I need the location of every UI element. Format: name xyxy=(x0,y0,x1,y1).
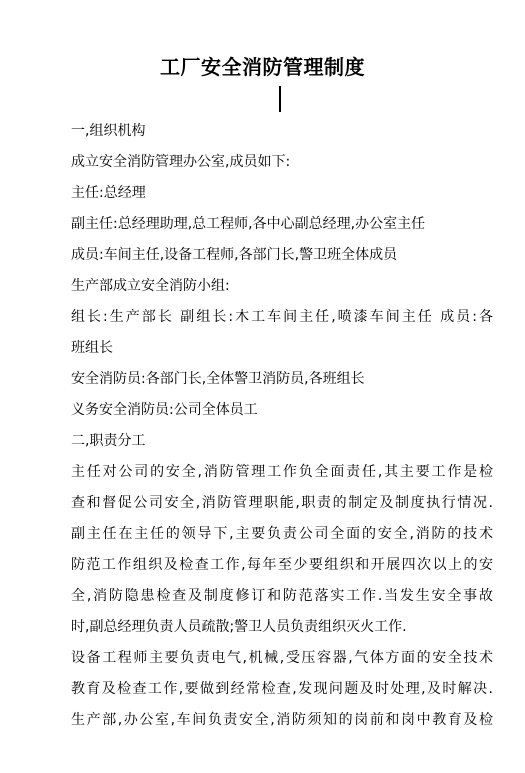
paragraph-line: 组长:生产部长 副组长:木工车间主任,喷漆车间主任 成员:各 xyxy=(71,309,493,325)
paragraph-line: 成员:车间主任,设备工程师,各部门长,警卫班全体成员 xyxy=(71,247,398,263)
paragraph-line: 防范工作组织及检查工作,每年至少要组织和开展四次以上的安 xyxy=(71,557,493,573)
paragraph-line: 安全消防员:各部门长,全体警卫消防员,各班组长 xyxy=(71,371,365,387)
paragraph-line: 副主任在主任的领导下,主要负责公司全面的安全,消防的技术 xyxy=(71,526,493,542)
paragraph-line: 生产部,办公室,车间负责安全,消防须知的岗前和岗中教育及检 xyxy=(71,712,493,728)
document-title: 工厂安全消防管理制度 xyxy=(160,55,365,79)
paragraph-line: 义务安全消防员:公司全体员工 xyxy=(71,402,258,418)
paragraph-line: 副主任:总经理助理,总工程师,各中心副总经理,办公室主任 xyxy=(71,216,426,232)
document-body xyxy=(71,116,493,736)
paragraph-line: 查和督促公司安全,消防管理职能,职责的制定及制度执行情况. xyxy=(71,495,493,511)
section-heading-organization: 一,组织机构 xyxy=(71,123,146,139)
paragraph-line: 设备工程师主要负责电气,机械,受压容器,气体方面的安全技术 xyxy=(71,650,493,666)
section-heading-responsibilities: 二,职责分工 xyxy=(71,433,146,449)
text-cursor xyxy=(279,86,281,112)
paragraph-line: 主任对公司的安全,消防管理工作负全面责任,其主要工作是检 xyxy=(71,464,493,480)
paragraph-line: 主任:总经理 xyxy=(71,185,146,201)
paragraph-line: 时,副总经理负责人员疏散;警卫人员负责组织灭火工作. xyxy=(71,619,407,635)
paragraph-line: 成立安全消防管理办公室,成员如下: xyxy=(71,154,291,170)
paragraph-line: 全,消防隐患检查及制度修订和防范落实工作.当发生安全事故 xyxy=(71,588,493,604)
paragraph-line: 生产部成立安全消防小组: xyxy=(71,278,230,294)
paragraph-line: 班组长 xyxy=(71,340,113,356)
paragraph-line: 教育及检查工作,要做到经常检查,发现问题及时处理,及时解决. xyxy=(71,681,493,697)
